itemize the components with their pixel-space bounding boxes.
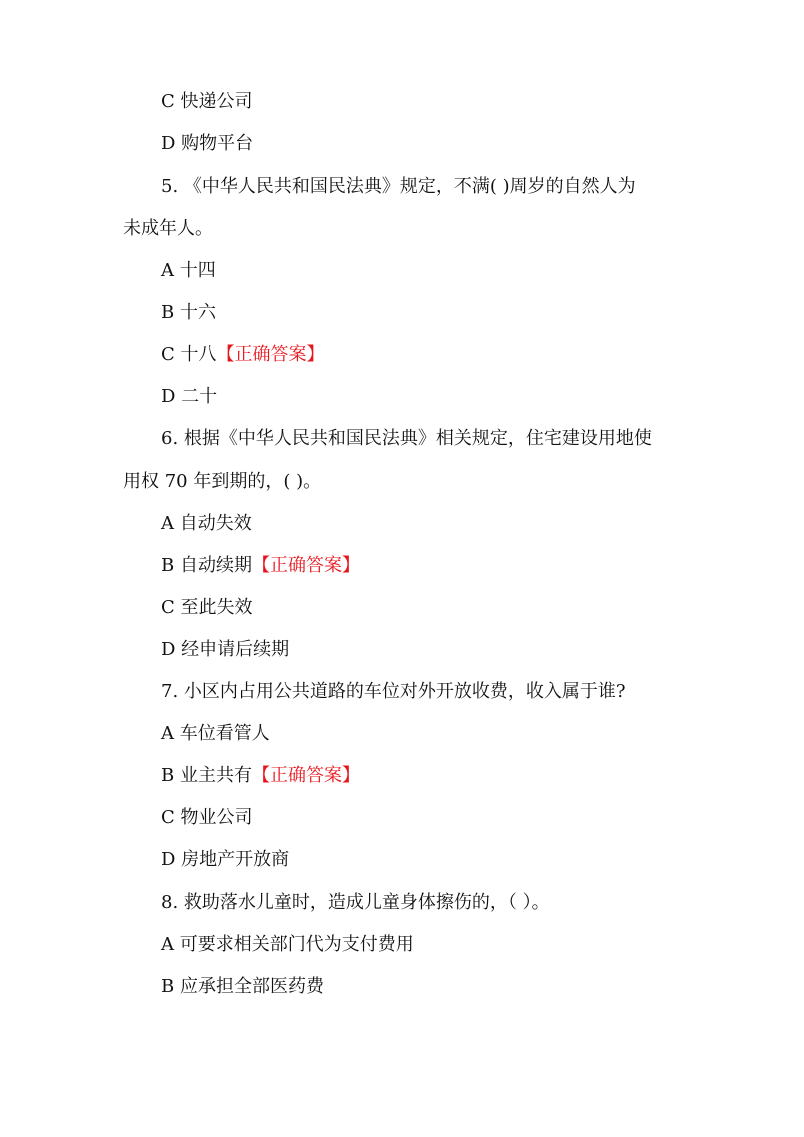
correct-answer-mark: 【正确答案】 xyxy=(251,555,360,576)
line-text: B 应承担全部医药费 xyxy=(161,976,324,997)
line-text: D 购物平台 xyxy=(161,133,254,154)
correct-answer-mark: 【正确答案】 xyxy=(216,344,325,365)
option-line xyxy=(161,806,253,830)
line-text: D 房地产开放商 xyxy=(161,849,290,870)
option-line xyxy=(161,259,216,283)
line-text: 未成年人。 xyxy=(123,218,213,239)
line-text: 7. 小区内占用公共道路的车位对外开放收费，收入属于谁? xyxy=(161,681,626,702)
line-text: A 车位看管人 xyxy=(161,723,270,744)
question-line-continued xyxy=(123,217,213,241)
option-line xyxy=(161,554,360,578)
line-text: 6. 根据《中华人民共和国民法典》相关规定，住宅建设用地使 xyxy=(161,428,652,449)
line-text: B 业主共有 xyxy=(161,765,252,786)
line-text: C 至此失效 xyxy=(161,597,253,618)
option-line xyxy=(161,301,216,325)
line-text: A 十四 xyxy=(161,260,216,281)
question-line xyxy=(161,891,550,915)
line-text: B 自动续期 xyxy=(161,555,252,576)
line-text: A 可要求相关部门代为支付费用 xyxy=(161,934,414,955)
option-line xyxy=(161,638,289,662)
line-text: A 自动失效 xyxy=(161,513,252,534)
option-line xyxy=(161,512,252,536)
option-line xyxy=(161,848,289,872)
line-text: C 十八 xyxy=(161,344,217,365)
question-line xyxy=(161,680,626,704)
option-line xyxy=(161,90,253,114)
question-line xyxy=(161,175,636,199)
line-text: 用权 70 年到期的，( )。 xyxy=(123,471,322,492)
option-line xyxy=(161,933,414,957)
line-text: B 十六 xyxy=(161,302,216,323)
option-line xyxy=(161,764,360,788)
line-text: C 物业公司 xyxy=(161,807,253,828)
option-line xyxy=(161,385,217,409)
question-line-continued xyxy=(123,470,321,494)
correct-answer-mark: 【正确答案】 xyxy=(251,765,360,786)
line-text: D 经申请后续期 xyxy=(161,639,290,660)
line-text: C 快递公司 xyxy=(161,91,253,112)
option-line xyxy=(161,132,253,156)
line-text: 5. 《中华人民共和国民法典》规定，不满( )周岁的自然人为 xyxy=(161,176,636,197)
line-text: 8. 救助落水儿童时，造成儿童身体擦伤的，（ ）。 xyxy=(161,892,550,913)
line-text: D 二十 xyxy=(161,386,218,407)
option-line xyxy=(161,975,324,999)
option-line xyxy=(161,343,325,367)
option-line xyxy=(161,722,270,746)
option-line xyxy=(161,596,253,620)
question-line xyxy=(161,427,652,451)
